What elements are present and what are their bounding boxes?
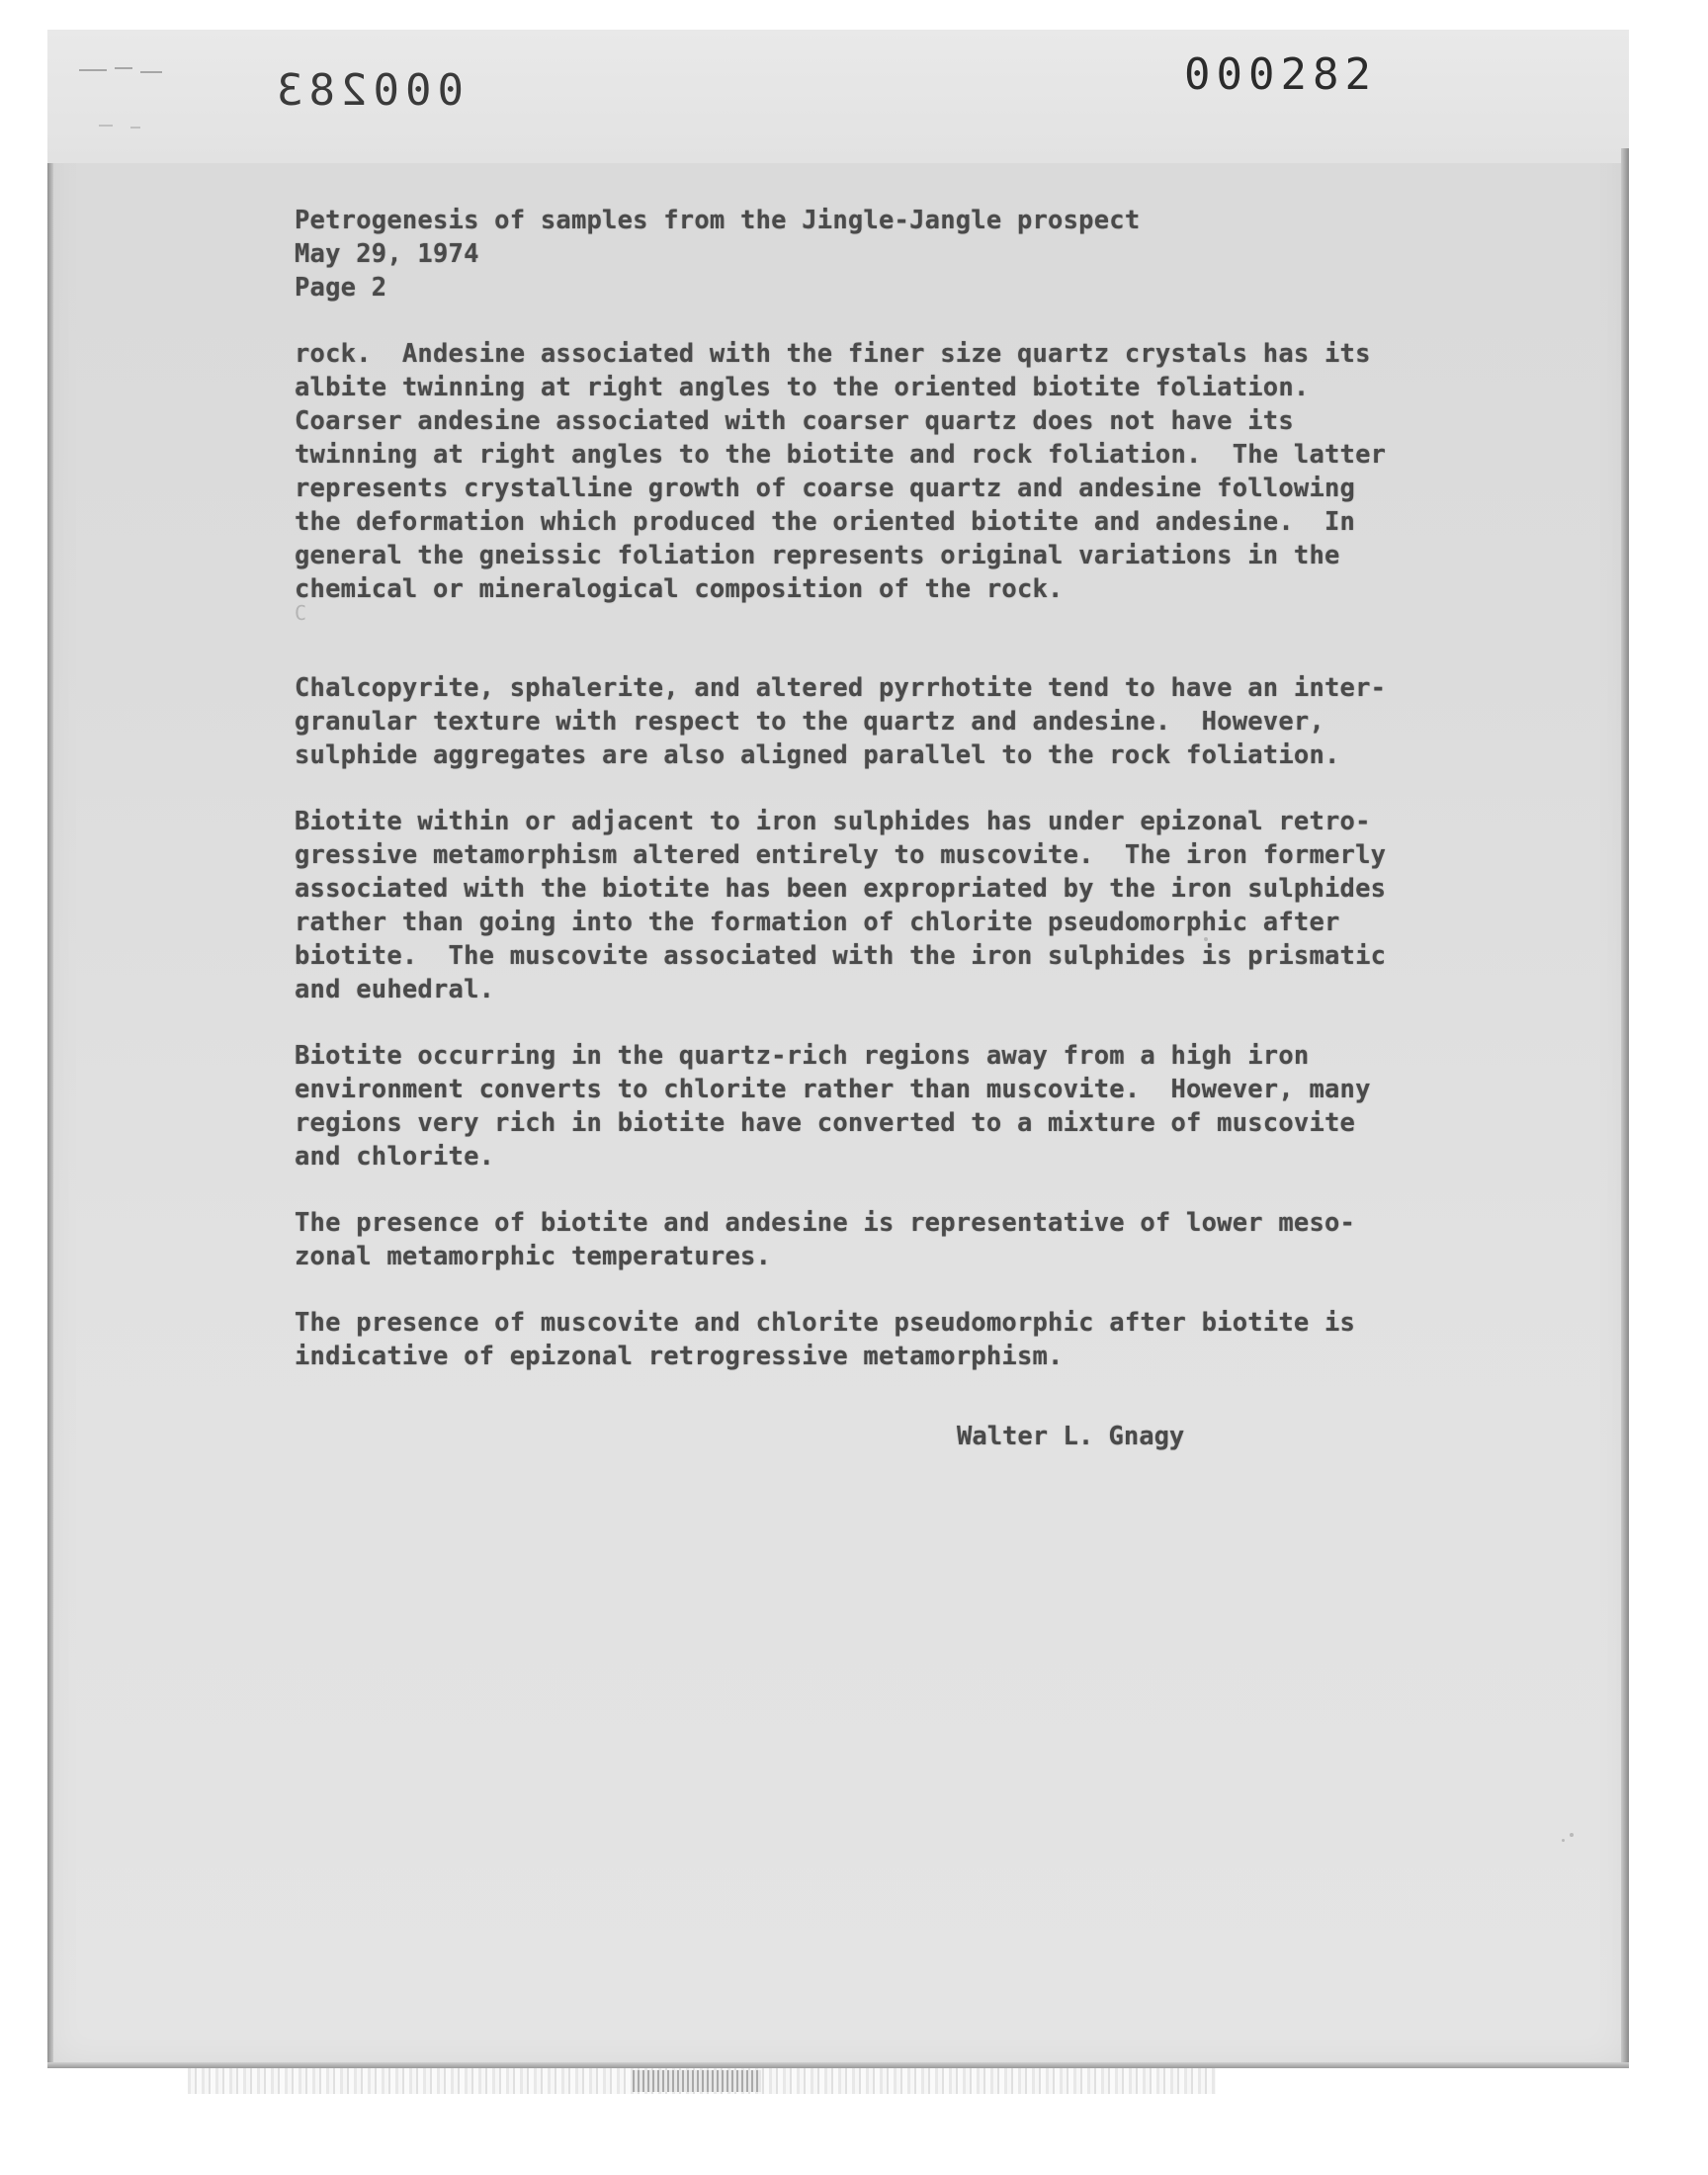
- text-line: associated with the biotite has been expropriated by the iron sulphides: [295, 874, 1387, 904]
- paragraph-3: [295, 805, 1481, 1006]
- paper-right-edge: [1621, 148, 1629, 2068]
- paragraph-2: [295, 671, 1481, 772]
- text-line: The presence of biotite and andesine is representative of lower meso-: [295, 1208, 1356, 1238]
- text-line: and euhedral.: [295, 975, 495, 1004]
- text-line: Biotite within or adjacent to iron sulphides has under epizonal retro-: [295, 807, 1371, 836]
- scratch-mark: [99, 125, 113, 127]
- scratch-mark: [79, 69, 107, 71]
- text-line: sulphide aggregates are also aligned parallel to the rock foliation.: [295, 740, 1340, 770]
- text-line: albite twinning at right angles to the oriented biotite foliation.: [295, 373, 1310, 402]
- text-line: and chlorite.: [295, 1142, 495, 1172]
- text-line: the deformation which produced the oriented biotite and andesine. In: [295, 507, 1356, 537]
- paragraph-6: [295, 1306, 1481, 1373]
- paragraph-5: [295, 1206, 1481, 1273]
- document-title: Petrogenesis of samples from the Jingle-Jangle prospect: [295, 206, 1141, 235]
- document-page-label: Page 2: [295, 273, 387, 303]
- paper-speck: [1570, 1833, 1574, 1837]
- paragraph-4: [295, 1039, 1481, 1174]
- document-date: May 29, 1974: [295, 239, 479, 269]
- text-line: chemical or mineralogical composition of the rock.: [295, 574, 1064, 604]
- scratch-mark: [130, 127, 140, 129]
- mirrored-stamp-text: 000283: [271, 65, 464, 116]
- text-line: general the gneissic foliation represents original variations in the: [295, 541, 1340, 570]
- paper-left-edge: [47, 163, 53, 2068]
- text-line: gressive metamorphism altered entirely to muscovite. The iron formerly: [295, 840, 1387, 870]
- text-line: granular texture with respect to the quartz and andesine. However,: [295, 707, 1325, 737]
- corner-scratch-marks: [79, 59, 198, 138]
- document-header: [295, 204, 1481, 304]
- page-number-stamp-text: 000282: [1184, 49, 1377, 100]
- mirrored-page-stamp: [271, 65, 464, 116]
- text-line: biotite. The muscovite associated with the iron sulphides is prismatic: [295, 941, 1387, 971]
- text-line: rather than going into the formation of chlorite pseudomorphic after: [295, 908, 1340, 937]
- text-line: Biotite occurring in the quartz-rich regions away from a high iron: [295, 1041, 1310, 1071]
- document-body: [295, 204, 1481, 1406]
- text-line: The presence of muscovite and chlorite pseudomorphic after biotite is: [295, 1308, 1356, 1338]
- paragraph-1: [295, 337, 1481, 606]
- page-number-stamp: [1184, 49, 1377, 100]
- scanner-streak-dark: [633, 2070, 761, 2092]
- paper-speck: [1562, 1839, 1565, 1842]
- text-line: rock. Andesine associated with the finer size quartz crystals has its: [295, 339, 1371, 369]
- scratch-mark: [140, 71, 162, 73]
- text-line: indicative of epizonal retrogressive metamorphism.: [295, 1342, 1064, 1371]
- text-line: zonal metamorphic temperatures.: [295, 1242, 772, 1271]
- text-line: twinning at right angles to the biotite and rock foliation. The latter: [295, 440, 1387, 470]
- scratch-mark: [115, 67, 132, 69]
- signature-name: Walter L. Gnagy: [957, 1422, 1185, 1451]
- stray-mark: C: [295, 601, 307, 625]
- text-line: regions very rich in biotite have converted to a mixture of muscovite: [295, 1108, 1356, 1138]
- text-line: Coarser andesine associated with coarser quartz does not have its: [295, 406, 1294, 436]
- text-line: represents crystalline growth of coarse quartz and andesine following: [295, 474, 1356, 503]
- text-line: environment converts to chlorite rather than muscovite. However, many: [295, 1075, 1371, 1104]
- text-line: Chalcopyrite, sphalerite, and altered pyrrhotite tend to have an inter-: [295, 673, 1387, 703]
